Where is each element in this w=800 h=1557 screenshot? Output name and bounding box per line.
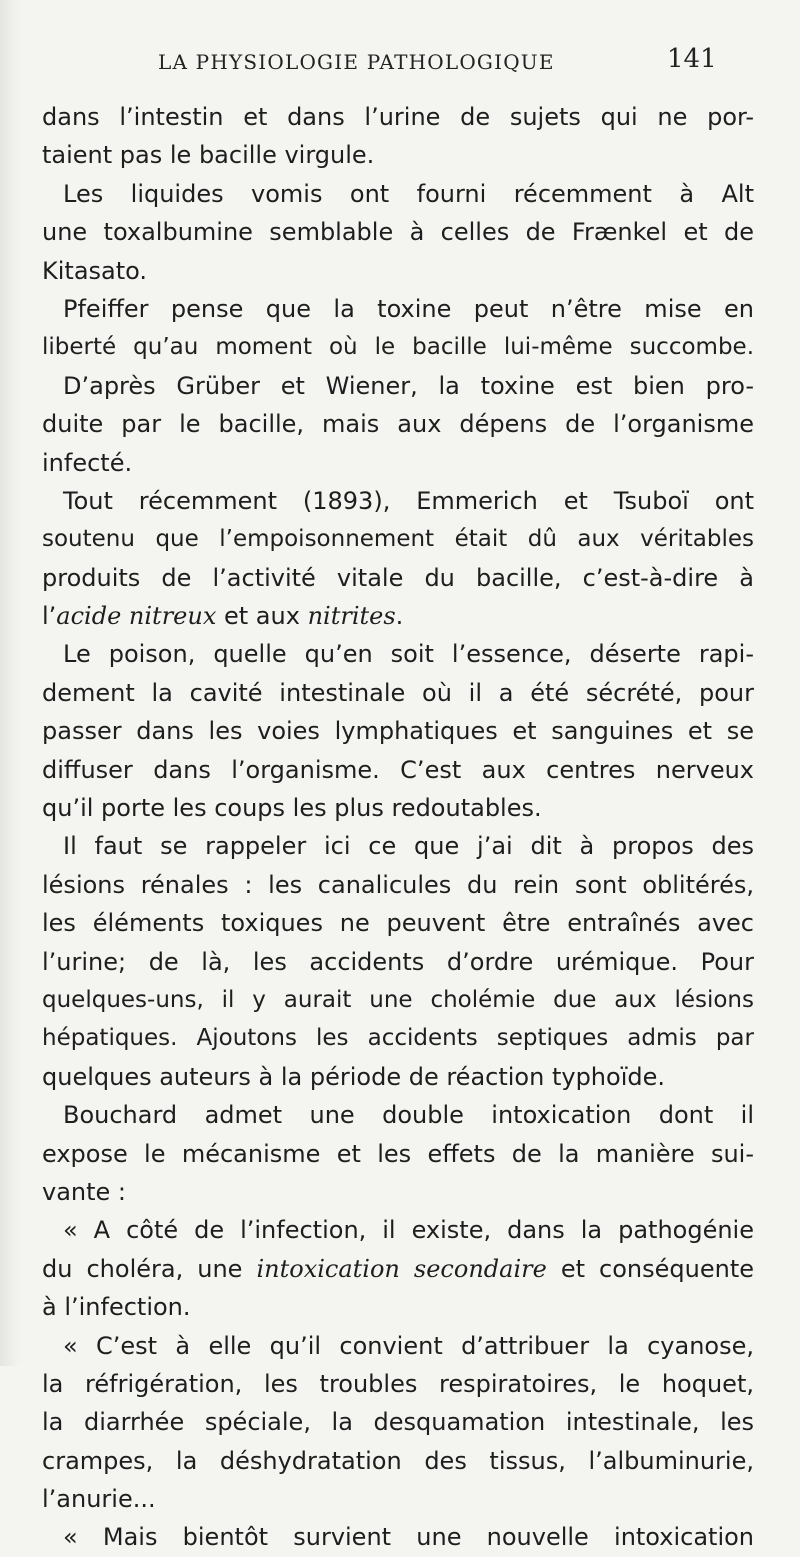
- text-segment: et aux: [216, 602, 308, 631]
- page-edge-shadow: [0, 0, 22, 1366]
- text-line: dement la cavité intestinale où il a été sécrété, pour: [42, 678, 754, 707]
- text-line: diffuser dans l’organisme. C’est aux centres nerveux: [42, 755, 754, 784]
- text-line: quelques-uns, il y aurait une cholémie due aux lésions: [42, 986, 754, 1013]
- page-number: 141: [667, 44, 717, 74]
- text-line: expose le mécanisme et les effets de la manière sui-: [42, 1139, 754, 1168]
- italic-term: acide nitreux: [56, 602, 217, 631]
- text-line: une toxalbumine semblable à celles de Frænkel et de: [42, 218, 754, 247]
- running-title: LA PHYSIOLOGIE PATHOLOGIQUE: [158, 50, 555, 74]
- text-line: infecté.: [42, 448, 133, 477]
- text-line: qu’il porte les coups les plus redoutables.: [42, 794, 542, 823]
- text-line: produits de l’activité vitale du bacille, c’est-à-dire à: [42, 563, 754, 592]
- text-line: duite par le bacille, mais aux dépens de l’organisme: [42, 410, 754, 439]
- text-line: passer dans les voies lymphatiques et sanguines et se: [42, 717, 754, 746]
- text-line: Kitasato.: [42, 256, 148, 285]
- text-line: l’anurie...: [42, 1485, 156, 1514]
- text-line: Tout récemment (1893), Emmerich et Tsuboï ont: [63, 486, 754, 515]
- text-line: « Mais bientôt survient une nouvelle intoxication: [63, 1523, 754, 1552]
- text-line: crampes, la déshydratation des tissus, l’albuminurie,: [42, 1446, 754, 1475]
- text-line: [42, 597, 754, 635]
- text-segment: .: [395, 602, 404, 631]
- body-text: [42, 98, 754, 1557]
- italic-term: intoxication secondaire: [256, 1254, 547, 1283]
- text-line: la réfrigération, les troubles respiratoires, le hoquet,: [42, 1369, 754, 1398]
- text-segment: du choléra, une: [42, 1254, 257, 1283]
- text-line: la diarrhée spéciale, la desquamation intestinale, les: [42, 1408, 754, 1437]
- text-line: vante :: [42, 1177, 127, 1206]
- text-line: « A côté de l’infection, il existe, dans la pathogénie: [63, 1216, 754, 1245]
- text-line: [42, 1250, 754, 1288]
- text-line: D’après Grüber et Wiener, la toxine est bien pro-: [63, 371, 754, 400]
- text-line: les éléments toxiques ne peuvent être entraînés avec: [42, 909, 754, 938]
- text-line: Le poison, quelle qu’en soit l’essence, déserte rapi-: [63, 640, 754, 669]
- text-line: l’urine; de là, les accidents d’ordre urémique. Pour: [42, 947, 754, 976]
- text-line: Pfeiffer pense que la toxine peut n’être mise en: [63, 294, 754, 323]
- text-line: liberté qu’au moment où le bacille lui-même succombe.: [42, 334, 754, 361]
- text-line: Il faut se rappeler ici ce que j’ai dit à propos des: [63, 832, 754, 861]
- text-line: Les liquides vomis ont fourni récemment à Alt: [63, 179, 754, 208]
- text-line: à l’infection.: [42, 1293, 191, 1322]
- text-line: dans l’intestin et dans l’urine de sujets qui ne por-: [42, 103, 754, 131]
- text-line: quelques auteurs à la période de réaction typhoïde.: [42, 1062, 665, 1091]
- text-line: « C’est à elle qu’il convient d’attribuer la cyanose,: [63, 1331, 754, 1360]
- text-line: Bouchard admet une double intoxication dont il: [63, 1101, 754, 1130]
- text-line: taient pas le bacille virgule.: [42, 141, 375, 170]
- text-line: soutenu que l’empoisonnement était dû aux véritables: [42, 526, 754, 553]
- text-segment: et conséquente: [546, 1254, 755, 1283]
- text-segment: l’: [42, 602, 57, 631]
- page-header: [0, 42, 800, 82]
- italic-term: nitrites: [307, 602, 396, 631]
- text-line: hépatiques. Ajoutons les accidents septiques admis par: [42, 1025, 754, 1052]
- text-line: lésions rénales : les canalicules du rein sont oblitérés,: [42, 870, 754, 899]
